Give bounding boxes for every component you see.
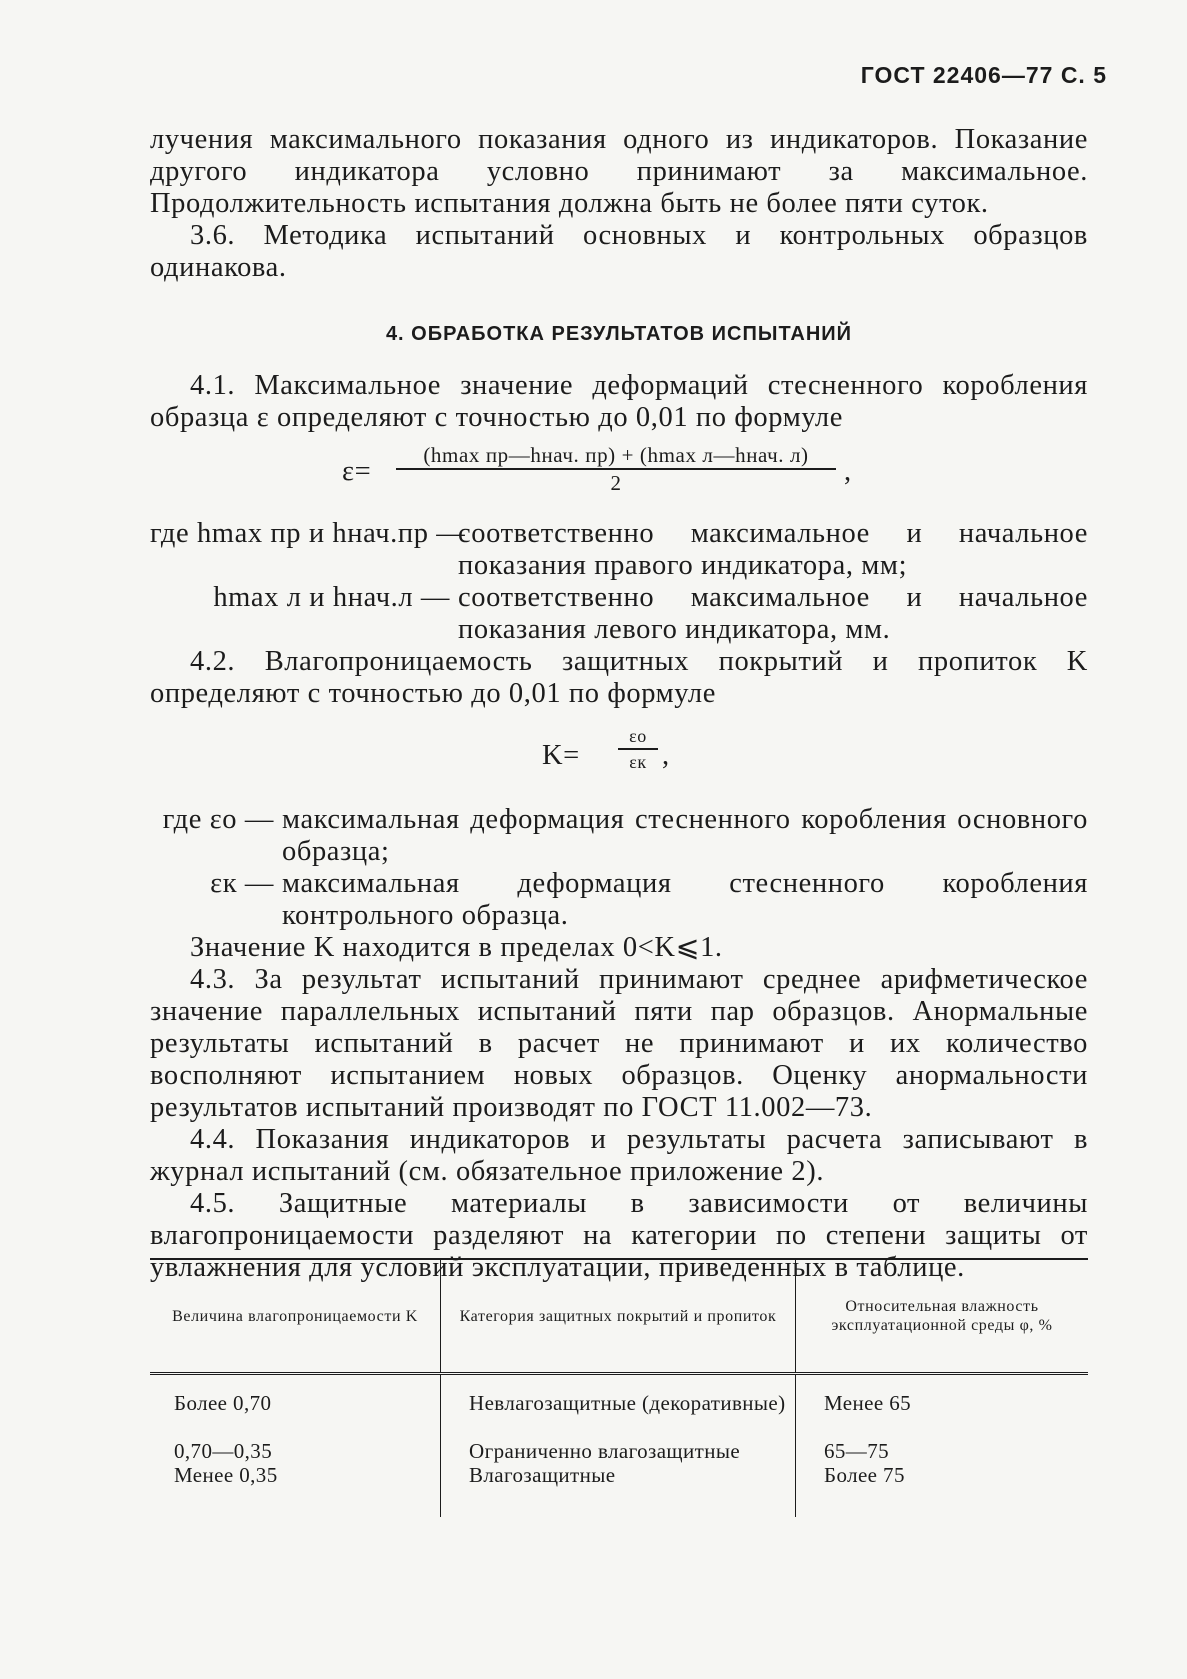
paragraph-4-1: 4.1. Максимальное значение деформаций стесненного коробления образца ε определяют с точностью до 0,01 по формуле (150, 370, 1088, 433)
table-cell: Ограниченно влагозащитные (469, 1439, 741, 1463)
formula-k-lhs: K= (542, 740, 580, 771)
table-cell: 0,70—0,35 (174, 1439, 273, 1463)
table-column-humidity (795, 1375, 1088, 1517)
paragraph-4-5: 4.5. Защитные материалы в зависимости от величины влагопроницаемости разделяют на категории по степени защиты от увлажнения для условий эксплуатации, приведенных в таблице. (150, 1188, 1088, 1283)
definition-label: εк — (210, 868, 274, 899)
table-cell: Более 75 (824, 1463, 905, 1487)
page-header: ГОСТ 22406—77 С. 5 (860, 62, 1107, 88)
definition-text: максимальная деформация стесненного коробления контрольного образца. (282, 868, 1088, 931)
table-cell: 65—75 (824, 1439, 889, 1463)
formula-epsilon-fraction (396, 442, 836, 496)
paragraph-4-2: 4.2. Влагопроницаемость защитных покрытий и пропиток K определяют с точностью до 0,01 по формуле (150, 646, 1088, 709)
table-header-cell: Категория защитных покрытий и пропиток (440, 1260, 795, 1372)
table-cell: Влагозащитные (469, 1463, 616, 1487)
table-header-cell: Относительная влажность эксплуатационной среды φ, % (795, 1260, 1088, 1372)
formula-epsilon-denominator: 2 (610, 470, 622, 495)
table-cell: Более 0,70 (174, 1391, 272, 1415)
table-cell: Менее 65 (824, 1391, 912, 1415)
categories-table (150, 1258, 1088, 1517)
formula-epsilon-lhs: ε= (342, 456, 372, 487)
paragraph-continuation: лучения максимального показания одного из индикаторов. Показание другого индикатора условно принимают за максимальное. Продолжительность испытания должна быть не более пяти суток. (150, 124, 1088, 219)
definition-right-indicator (150, 518, 1088, 582)
definition-left-indicator (150, 582, 1088, 646)
definition-text: максимальная деформация стесненного коробления основного образца; (282, 804, 1088, 867)
table-body (150, 1375, 1088, 1517)
paragraph-3-6: 3.6. Методика испытаний основных и контрольных образцов одинакова. (150, 220, 1088, 283)
formula-epsilon-tail: , (844, 456, 852, 487)
formula-k-fraction (618, 724, 658, 774)
definition-label: где hmax пр и hнач.пр — (150, 518, 466, 549)
table-column-category (440, 1375, 795, 1517)
table-column-permeability (150, 1375, 440, 1517)
formula-epsilon (150, 438, 1088, 518)
table-cell: Менее 0,35 (174, 1463, 278, 1487)
table-header (150, 1260, 1088, 1375)
document-body (150, 124, 1088, 1284)
table-cell: Невлагозащитные (декоративные) (469, 1391, 786, 1415)
table-header-cell: Величина влагопроницаемости K (172, 1307, 418, 1325)
definition-text: соответственно максимальное и начальное показания левого индикатора, мм. (458, 582, 1088, 645)
formula-k-numerator: εо (629, 726, 647, 746)
formula-k-denominator: εк (629, 751, 647, 772)
definition-text: соответственно максимальное и начальное показания правого индикатора, мм; (458, 518, 1088, 581)
definition-eps-o (150, 804, 1088, 868)
definition-eps-k (150, 868, 1088, 932)
paragraph-k-range: Значение K находится в пределах 0<K⩽1. (190, 932, 723, 963)
formula-epsilon-numerator: (hmax пр—hнач. пр) + (hmax л—hнач. л) (423, 443, 809, 467)
paragraph-4-3: 4.3. За результат испытаний принимают среднее арифметическое значение параллельных испытаний пяти пар образцов. Анормальные результаты испытаний в расчет не принимают и их количество восполняют испытанием новых образцов. Оценку анормальности результатов испытаний производят по ГОСТ 11.002—73. (150, 964, 1088, 1123)
formula-k (150, 718, 1088, 796)
formula-k-tail: , (662, 740, 670, 771)
definition-label: где εо — (162, 804, 274, 835)
definition-label: hmax л и hнач.л — (213, 582, 450, 613)
section-title: 4. ОБРАБОТКА РЕЗУЛЬТАТОВ ИСПЫТАНИЙ (385, 323, 853, 345)
paragraph-4-4: 4.4. Показания индикаторов и результаты расчета записывают в журнал испытаний (см. обязательное приложение 2). (150, 1124, 1088, 1187)
